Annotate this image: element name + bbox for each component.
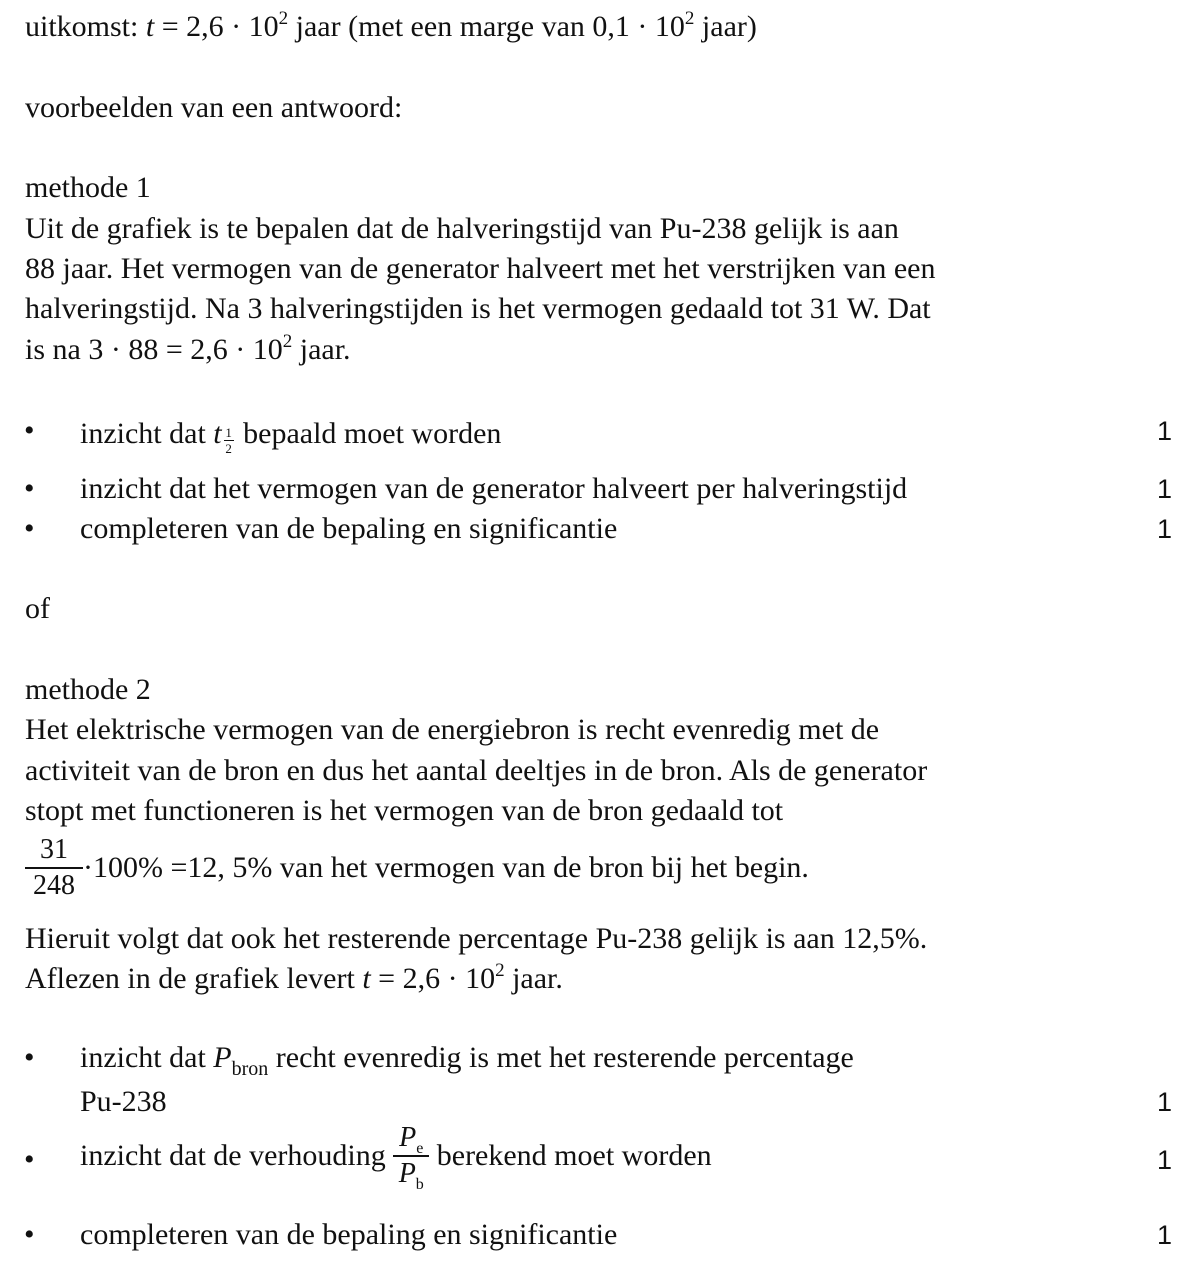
fraction-bar — [25, 867, 83, 869]
ratio-fraction — [393, 1122, 429, 1193]
result-line — [25, 8, 757, 43]
ratio-num-var: P — [399, 1122, 417, 1153]
criterion-post: berekend moet worden — [429, 1138, 712, 1172]
bullet-icon: • — [24, 512, 35, 545]
ratio-numerator — [393, 1122, 429, 1157]
criterion-text — [80, 1041, 854, 1080]
criterion-var: P — [213, 1041, 232, 1074]
criterion-continuation: Pu-238 — [80, 1085, 167, 1118]
method2-line: Het elektrische vermogen van de energiebron is recht evenredig met de — [25, 713, 880, 746]
percentage-formula — [25, 836, 809, 900]
read-graph-value: = 2,6 · 10 — [370, 962, 496, 995]
score: 1 — [1156, 1145, 1172, 1175]
ratio-denominator — [393, 1157, 429, 1193]
half-den: 2 — [225, 441, 232, 456]
method1-calc-exp: 2 — [282, 331, 293, 352]
half-num: 1 — [225, 425, 232, 440]
criterion-post: bepaald moet worden — [235, 417, 502, 450]
bullet-icon: • — [24, 1218, 35, 1251]
fraction — [25, 836, 83, 900]
percentage-text: van het vermogen van de bron bij het begin. — [272, 850, 809, 884]
criterion-text: completeren van de bepaling en significantie — [80, 1218, 618, 1251]
result-suffix: jaar) — [694, 10, 757, 43]
method1-line: halveringstijd. Na 3 halveringstijden is het vermogen gedaald tot 31 W. Dat — [25, 292, 931, 325]
criterion-var: t — [213, 417, 222, 450]
method2-line: stopt met functioneren is het vermogen van de bron gedaald tot — [25, 794, 784, 827]
score: 1 — [1156, 1220, 1172, 1250]
half-fraction — [222, 426, 236, 455]
examples-heading: voorbeelden van een antwoord: — [25, 91, 403, 124]
criterion-text — [80, 1122, 712, 1193]
or-label: of — [25, 592, 50, 625]
read-graph-suffix: jaar. — [504, 962, 563, 995]
read-graph-var: t — [362, 962, 371, 995]
criterion-pre: inzicht dat — [80, 1041, 214, 1074]
criterion-text — [80, 416, 502, 456]
method1-line: 88 jaar. Het vermogen van de generator halveert met het verstrijken van een — [25, 252, 936, 285]
result-prefix: uitkomst: — [25, 10, 146, 43]
score: 1 — [1156, 474, 1172, 504]
percentage-calc: ·100% =12, 5% — [83, 850, 273, 884]
result-value: = 2,6 · 10 — [154, 10, 279, 43]
criterion-text: completeren van de bepaling en significantie — [80, 512, 618, 545]
criterion-pre: inzicht dat — [80, 417, 214, 450]
method1-title: methode 1 — [25, 171, 151, 204]
bullet-icon: • — [24, 1041, 35, 1074]
method2-line: activiteit van de bron en dus het aantal deeltjes in de bron. Als de generator — [25, 754, 928, 787]
bullet-icon: • — [24, 1143, 35, 1176]
read-graph-exp: 2 — [495, 960, 505, 981]
method1-calc-suffix: jaar. — [292, 333, 351, 366]
result-margin: jaar (met een marge van 0,1 · 10 — [288, 10, 685, 43]
fraction-numerator: 31 — [40, 834, 68, 865]
bullet-icon: • — [24, 414, 35, 447]
ratio-den-var: P — [398, 1157, 416, 1189]
criterion-post: recht evenredig is met het resterende percentage — [268, 1041, 854, 1074]
criterion-text: inzicht dat het vermogen van de generator halveert per halveringstijd — [80, 472, 908, 505]
criterion-sub: bron — [231, 1058, 269, 1080]
method2-title: methode 2 — [25, 673, 151, 706]
method2-line: Hieruit volgt dat ook het resterende percentage Pu-238 gelijk is aan 12,5%. — [25, 922, 928, 955]
method2-line — [25, 960, 563, 995]
read-graph-pre: Aflezen in de grafiek levert — [25, 962, 363, 995]
ratio-num-sub: e — [416, 1140, 424, 1157]
bullet-icon: • — [24, 472, 35, 505]
criterion-pre: inzicht dat de verhouding — [80, 1138, 394, 1172]
score: 1 — [1156, 514, 1172, 544]
fraction-denominator: 248 — [33, 869, 75, 901]
score: 1 — [1156, 1087, 1172, 1117]
score: 1 — [1156, 416, 1172, 446]
fraction-bar — [393, 1155, 429, 1157]
result-exp: 2 — [278, 8, 289, 29]
method1-line: Uit de grafiek is te bepalen dat de halveringstijd van Pu-238 gelijk is aan — [25, 212, 899, 245]
result-var: t — [145, 10, 155, 43]
ratio-den-sub: b — [415, 1175, 424, 1193]
method1-calc: is na 3 · 88 = 2,6 · 10 — [25, 333, 283, 366]
result-margin-exp: 2 — [684, 8, 695, 29]
method1-line — [25, 331, 351, 366]
